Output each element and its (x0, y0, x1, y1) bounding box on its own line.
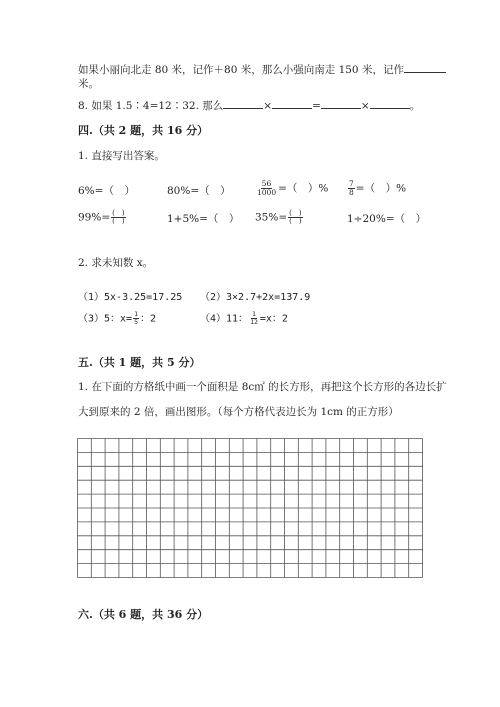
q8-blank-2[interactable] (272, 98, 312, 109)
r1-b: 80%=（ ） (167, 185, 231, 197)
r2-a (78, 210, 127, 225)
r2-a-num[interactable]: ( ) (112, 209, 125, 217)
r1-d-fraction (348, 180, 355, 197)
q7-answer-blank[interactable] (404, 62, 446, 73)
grid-paper[interactable] (77, 438, 423, 578)
q7-text: 如果小丽向北走 80 米，记作＋80 米，那么小强向南走 150 米，记作 (78, 64, 404, 76)
r1-d-rest: =（ ）% (355, 182, 407, 195)
r2-c-prefix: 35%= (255, 211, 288, 224)
section6-heading: 六.（共 6 题，共 36 分） (78, 608, 209, 621)
eq-4-rest: =x：2 (259, 313, 288, 325)
r1-c-den: 1000 (257, 188, 277, 197)
q7-line2 (78, 77, 99, 91)
r1-c-num: 56 (261, 179, 272, 188)
section5-heading: 五.（共 1 题，共 5 分） (78, 356, 201, 369)
eq-4 (200, 311, 288, 327)
eq-3-num: 1 (134, 310, 139, 318)
eq-2: （2）3×2.7+2x=137.9 (200, 292, 311, 303)
r1-a: 6%=（ ） (78, 185, 135, 197)
eq-3-rest: ：2 (140, 313, 157, 325)
q8-times-1: × (263, 100, 273, 112)
q8-blank-1[interactable] (223, 98, 263, 109)
q8-end: 。 (409, 100, 421, 112)
eq-4-num: 1 (252, 310, 256, 318)
r2-a-den[interactable]: ( ) (112, 217, 125, 225)
q7-line1 (78, 62, 446, 77)
r2-c-fraction (288, 210, 302, 225)
section4-heading: 四.（共 2 题，共 16 分） (78, 124, 209, 137)
r1-d (347, 180, 406, 197)
r2-d: 1÷20%=（ ） (347, 213, 427, 225)
q8-times-2: × (360, 100, 370, 112)
eq-3-prefix: （3）5：x= (78, 313, 133, 325)
r2-c-den[interactable]: ( ) (289, 217, 302, 225)
q8-prefix: 8. 如果 1.5∶4=12∶32. 那么 (78, 100, 224, 112)
eq-4-fraction (249, 311, 259, 326)
section4-q1-title: 1. 直接写出答案。 (78, 150, 165, 162)
r2-a-prefix: 99%= (78, 211, 111, 224)
section5-q1-line2: 大到原来的 2 倍，画出图形。（每个方格代表边长为 1cm 的正方形） (78, 406, 399, 418)
r2-a-fraction (111, 210, 125, 225)
eq-4-den: 12 (250, 318, 258, 326)
r1-c-fraction (256, 180, 277, 197)
r1-c (255, 180, 328, 197)
q8-blank-4[interactable] (370, 98, 410, 109)
q7-unit: 米。 (78, 78, 99, 90)
eq-1: （1）5x-3.25=17.25 (78, 292, 183, 303)
r1-c-rest: =（ ）% (278, 182, 329, 195)
r2-c (255, 210, 304, 225)
section5-q1-line1: 1. 在下面的方格纸中画一个面积是 8c㎡ 的长方形，再把这个长方形的各边长扩 (78, 381, 447, 393)
q8-line (78, 98, 420, 113)
eq-3-fraction (133, 311, 139, 326)
r2-b: 1+5%=（ ） (167, 213, 240, 225)
eq-3 (78, 311, 156, 327)
r1-d-num: 7 (349, 179, 354, 188)
q8-equals: = (312, 100, 321, 112)
r1-d-den: 8 (349, 188, 354, 197)
r2-c-num[interactable]: ( ) (289, 209, 302, 217)
section4-q2-title: 2. 求未知数 x。 (78, 257, 154, 269)
q8-blank-3[interactable] (321, 98, 361, 109)
eq-3-den: 5 (134, 318, 139, 326)
eq-4-prefix: （4）11： (200, 313, 249, 325)
